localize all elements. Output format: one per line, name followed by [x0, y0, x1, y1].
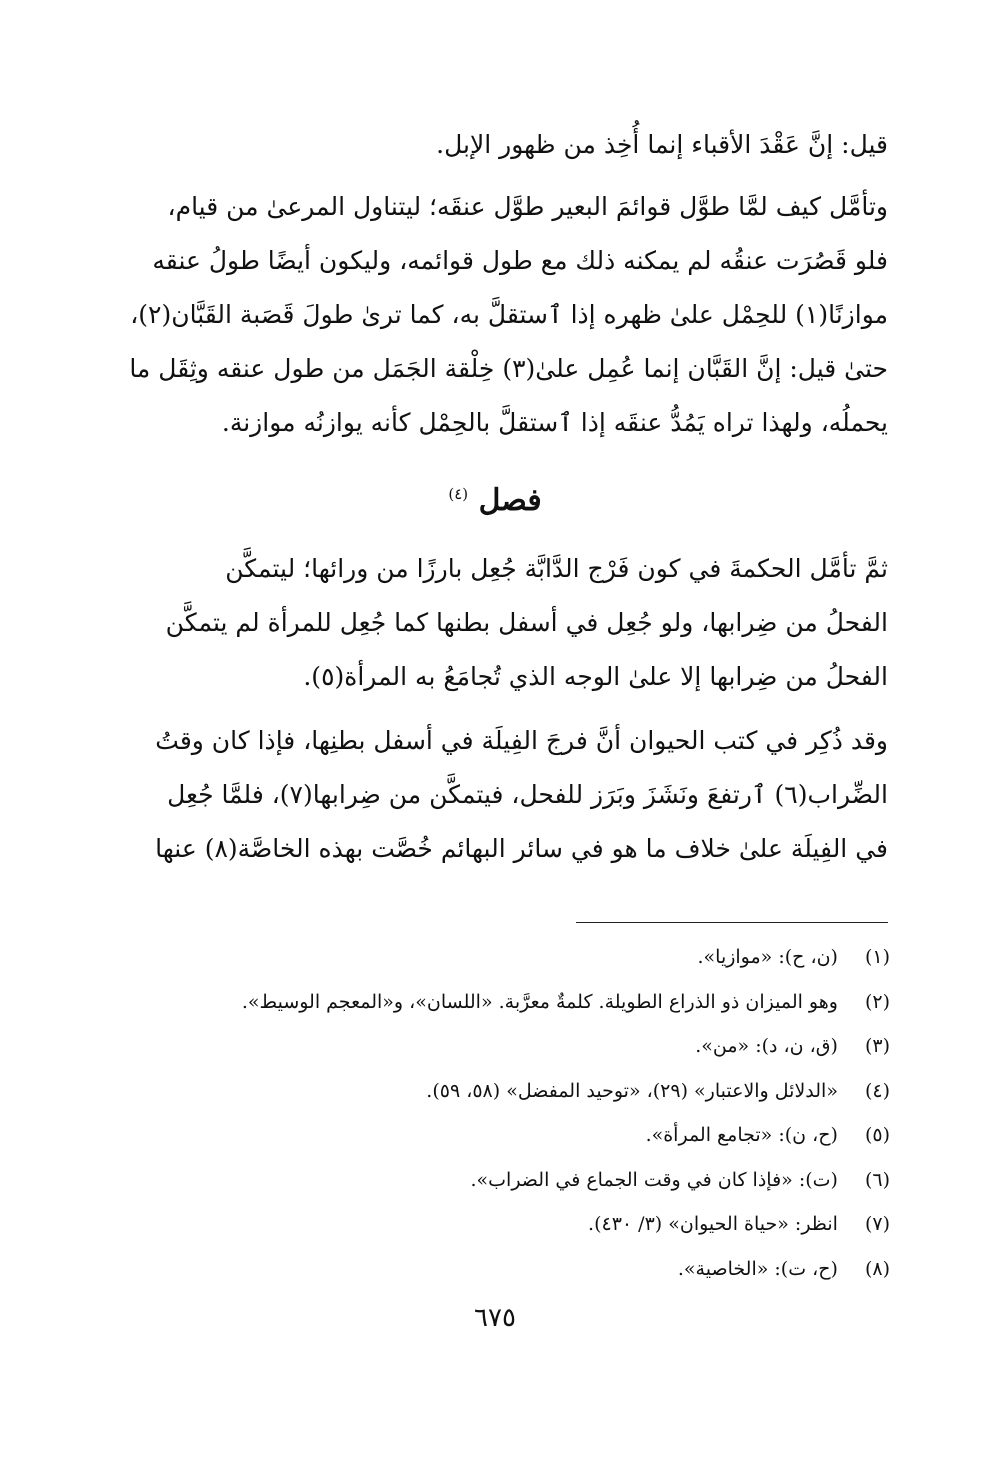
- text-line: الضِّراب(٦) ٱرتفعَ ونَشَزَ وبَرَز للفحل، فيتمكَّن من ضِرابها(٧)، فلمَّا جُعِل: [167, 780, 888, 809]
- text-line: وتأمَّل كيف لمَّا طوَّل قوائمَ البعير طوَّل عنقَه؛ ليتناول المرعىٰ من قيام،: [167, 192, 888, 221]
- text-line: موازنًا(١) للحِمْل علىٰ ظهره إذا ٱستقلَّ به، كما ترىٰ طولَ قَصَبة القَبَّان(٢)،: [130, 300, 888, 329]
- text-line: وقد ذُكِر في كتب الحيوان أنَّ فرجَ الفِيلَة في أسفل بطنِها، فإذا كان وقتُ: [155, 726, 888, 755]
- footnotes: [110, 935, 890, 1291]
- footnote: [110, 1158, 890, 1203]
- section-heading-title: فصل: [478, 483, 542, 518]
- footnote: [110, 1202, 890, 1247]
- text-line: قيل: إنَّ عَقْدَ الأقباء إنما أُخِذ من ظهور الإبل.: [436, 130, 888, 159]
- footnote: [110, 1247, 890, 1292]
- footnote: [110, 935, 890, 980]
- text-line: فلو قَصُرَت عنقُه لم يمكنه ذلك مع طول قوائمه، وليكون أيضًا طولُ عنقه: [152, 246, 888, 275]
- text-line: حتىٰ قيل: إنَّ القَبَّان إنما عُمِل علىٰ(٣) خِلْقة الجَمَل من طول عنقه وثِقَل ما: [129, 354, 888, 383]
- section-heading: [0, 476, 990, 526]
- footnote: [110, 1069, 890, 1114]
- section-heading-note: (٤): [448, 485, 469, 503]
- text-line: ثمَّ تأمَّل الحكمةَ في كون فَرْج الدَّابَّة جُعِل بارزًا من ورائها؛ ليتمكَّن: [225, 554, 888, 583]
- footnote-text: (ح، ن): «تجامع المرأة».: [645, 1124, 838, 1146]
- text-line: الفحلُ من ضِرابها، ولو جُعِل في أسفل بطنها كما جُعِل للمرأة لم يتمكَّن: [165, 608, 888, 637]
- paragraph-2: [110, 180, 888, 450]
- footnote-separator: [576, 922, 888, 923]
- footnote-text: (ح، ت): «الخاصية».: [677, 1257, 838, 1280]
- text-line: في الفِيلَة علىٰ خلاف ما هو في سائر البهائم خُصَّت بهذه الخاصَّة(٨) عنها: [155, 834, 888, 863]
- footnote-text: «الدلائل والاعتبار» (٢٩)، «توحيد المفضل» (٥٨، ٥٩).: [426, 1079, 838, 1102]
- footnote-number: (٣): [864, 1035, 890, 1057]
- footnote: [110, 1113, 890, 1158]
- footnote-number: (٤): [864, 1079, 890, 1102]
- footnote-number: (٨): [864, 1257, 890, 1280]
- footnote: [110, 980, 890, 1025]
- footnote-text: وهو الميزان ذو الذراع الطويلة. كلمةٌ معرَّبة. «اللسان»، و«المعجم الوسيط».: [241, 990, 838, 1013]
- footnote-text: انظر: «حياة الحيوان» (٣/ ٤٣٠).: [588, 1213, 838, 1235]
- footnote-text: (ق، ن، د): «من».: [695, 1035, 838, 1057]
- footnote-number: (٧): [864, 1213, 890, 1235]
- footnote-number: (٢): [864, 990, 890, 1013]
- page-number: ٦٧٥: [474, 1303, 516, 1333]
- text-line: يحملُه، ولهذا تراه يَمُدُّ عنقَه إذا ٱستقلَّ بالحِمْل كأنه يوازنُه موازنة.: [221, 408, 888, 437]
- footnote-number: (٥): [864, 1124, 890, 1146]
- footnote-text: (ن، ح): «موازيا».: [697, 946, 838, 968]
- paragraph-1: [110, 118, 888, 172]
- paragraph-4: [110, 714, 888, 876]
- text-line: الفحلُ من ضِرابها إلا علىٰ الوجه الذي تُجامَعُ به المرأة(٥).: [303, 662, 888, 691]
- footnote-number: (١): [864, 946, 890, 968]
- paragraph-3: [110, 542, 888, 704]
- footnote: [110, 1024, 890, 1069]
- footnote-number: (٦): [864, 1168, 890, 1191]
- footnote-text: (ت): «فإذا كان في وقت الجماع في الضراب».: [470, 1168, 838, 1191]
